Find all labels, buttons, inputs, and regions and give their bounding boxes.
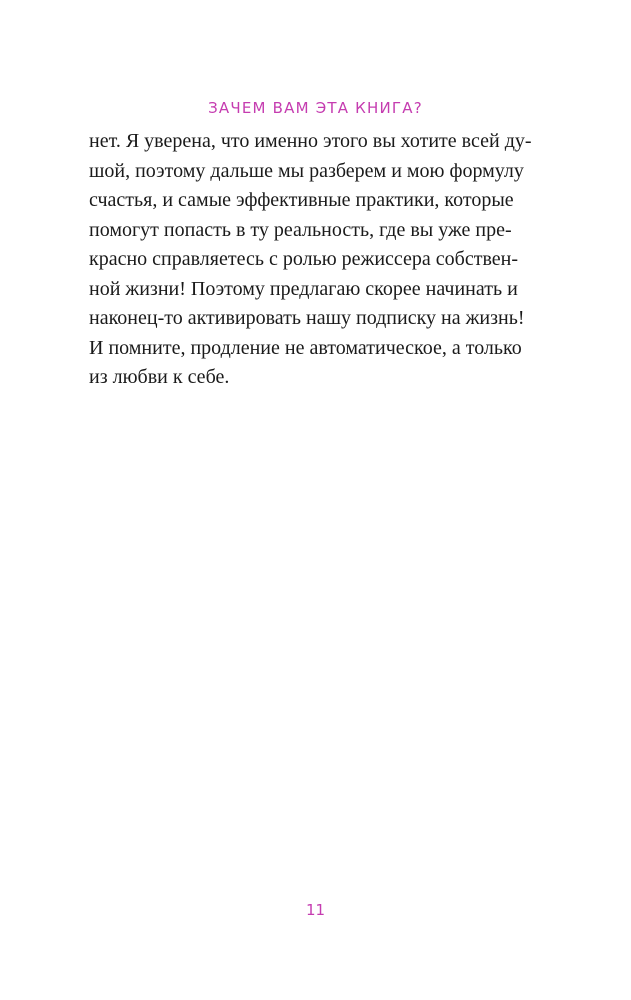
text-line: красно справляетесь с ролью режиссера собствен- — [89, 248, 519, 270]
text-line: И помните, продление не автоматическое, а только — [89, 336, 522, 359]
text-line: ной жизни! Поэтому предлагаю скорее начинать и — [89, 277, 518, 300]
body-text — [89, 127, 532, 393]
text-line: наконец-то активировать нашу подписку на жизнь! — [89, 307, 525, 329]
text-line: из любви к себе. — [89, 366, 230, 388]
page-number: 11 — [305, 901, 326, 919]
text-line: помогут попасть в ту реальность, где вы уже пре- — [89, 218, 512, 241]
text-line: шой, поэтому дальше мы разберем и мою формулу — [89, 159, 524, 182]
text-line: счастья, и самые эффективные практики, которые — [89, 189, 514, 211]
running-header: ЗАЧЕМ ВАМ ЭТА КНИГА? — [208, 99, 423, 117]
text-line: нет. Я уверена, что именно этого вы хотите всей ду- — [89, 130, 532, 152]
